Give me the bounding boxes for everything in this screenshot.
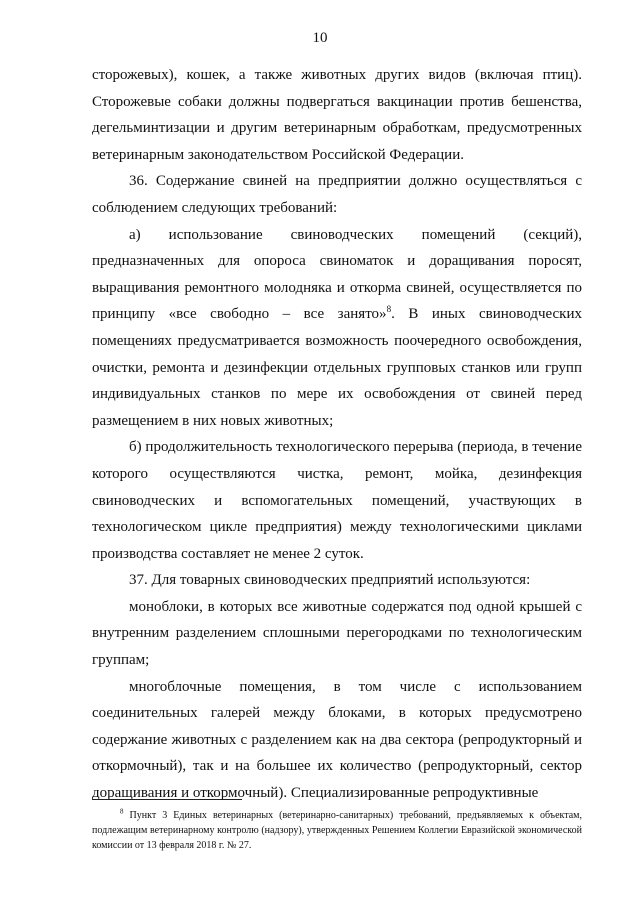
paragraph-37-monoblocks: моноблоки, в которых все животные содержатся под одной крышей с внутренним разделением сплошными перегородками по технологическим группам; (92, 598, 582, 669)
paragraph-37: 37. Для товарных свиноводческих предприятий используются: (129, 572, 531, 589)
footnote-text: Пункт 3 Единых ветеринарных (ветеринарно-санитарных) требований, предъявляемых к объектам, подлежащим ветеринарному контролю (надзору), утвержденных Решением Коллегии Евразийской экономической комиссии от 13 февраля 2018 г. № 27. (92, 810, 582, 851)
page-number: 10 (312, 30, 328, 46)
paragraph-36a-text-after: . В иных свиноводческих помещениях предусматривается возможность поочередного освобождения, очистки, ремонта и дезинфекции отдельных групповых станков или групп индивидуальных станков по мере их освобождения от свиней перед размещением в них новых животных; (92, 306, 582, 429)
footnote-divider (92, 799, 242, 800)
paragraph-36a (92, 222, 582, 435)
paragraph-36: 36. Содержание свиней на предприятии должно осуществляться с соблюдением следующих требований: (92, 173, 582, 216)
footnote-marker: 8 (120, 807, 124, 816)
footnote-reference-8[interactable]: 8 (386, 304, 392, 315)
paragraph-36a-text: а) использование свиноводческих помещений (секций), предназначенных для опороса свиноматок и доращивания поросят, выращивания ремонтного молодняка и откорма свиней, осуществляется по принципу «все свободно – все занято» (92, 226, 582, 323)
body-text (92, 62, 582, 807)
paragraph-36b: б) продолжительность технологического перерыва (периода, в течение которого осуществляются чистка, ремонт, мойка, дезинфекция свиноводческих и вспомогательных помещений, участвующих в технологическом цикле предприятия) между технологическими циклами производства составляет не менее 2 суток. (92, 439, 582, 562)
paragraph-37-multiblock: многоблочные помещения, в том числе с использованием соединительных галерей между блоками, в которых предусмотрено содержание животных с разделением как на два сектора (репродукторный и откормочный), так и на большее их количество (репродукторный, сектор доращивания и откормочный). Специализированные репродуктивные (92, 678, 582, 802)
footnote (92, 808, 582, 853)
paragraph-continuation: сторожевых), кошек, а также животных других видов (включая птиц). Сторожевые собаки должны подвергаться вакцинации против бешенства, дегельминтизации и другим ветеринарным обработкам, предусмотренных ветеринарным законодательством Российской Федерации. (92, 67, 582, 163)
